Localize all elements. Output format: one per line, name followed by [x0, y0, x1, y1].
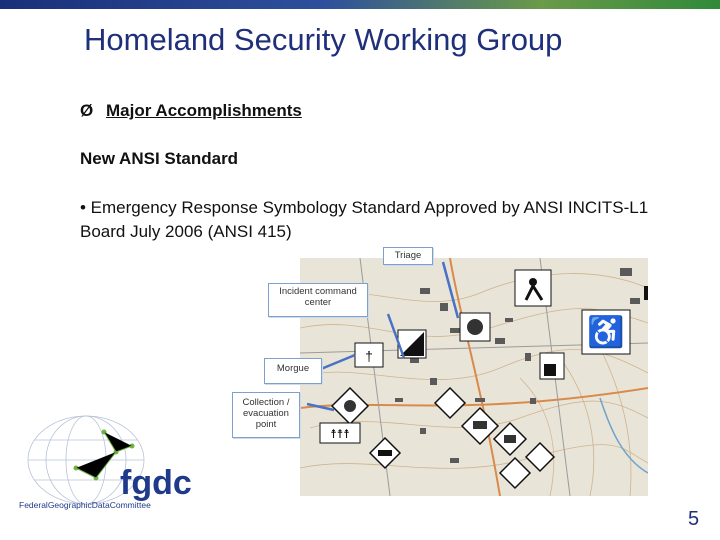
- bullet-major-accomplishments: [80, 101, 302, 121]
- triage-symbol-icon: [515, 270, 551, 306]
- bullet-text: Major Accomplishments: [106, 101, 302, 120]
- fgdc-logo-text: fgdc: [120, 464, 192, 502]
- diamond-symbol-icon: [398, 330, 426, 358]
- top-accent-bar: [0, 0, 720, 9]
- svg-text:♿: ♿: [587, 316, 625, 349]
- page-number: 5: [688, 508, 700, 530]
- callout-incident-command: Incident command center: [268, 283, 368, 317]
- morgue-symbol-icon: [355, 343, 383, 367]
- callout-triage: Triage: [383, 247, 433, 265]
- standard-paragraph: • Emergency Response Symbology Standard Approved by ANSI INCITS-L1 Board July 2006 (ANSI 415): [80, 198, 649, 241]
- fgdc-logo: [16, 412, 226, 522]
- person-group-symbol-icon: [320, 423, 360, 443]
- slide-title: Homeland Security Working Group: [84, 22, 563, 57]
- checkered-flag-symbol-icon: [540, 353, 564, 379]
- callout-collection: Collection / evacuation point: [232, 392, 300, 438]
- incident-command-symbol-icon: [460, 313, 490, 341]
- subheading: New ANSI Standard: [80, 149, 239, 168]
- accessibility-symbol-icon: [582, 310, 630, 354]
- svg-text:†: †: [365, 348, 373, 364]
- arrow-bullet-icon: Ø: [80, 101, 94, 120]
- fgdc-logo-tagline: FederalGeographicDataCommittee: [19, 500, 151, 510]
- svg-text:☨☨☨: ☨☨☨: [330, 427, 350, 441]
- callout-morgue: Morgue: [264, 358, 322, 384]
